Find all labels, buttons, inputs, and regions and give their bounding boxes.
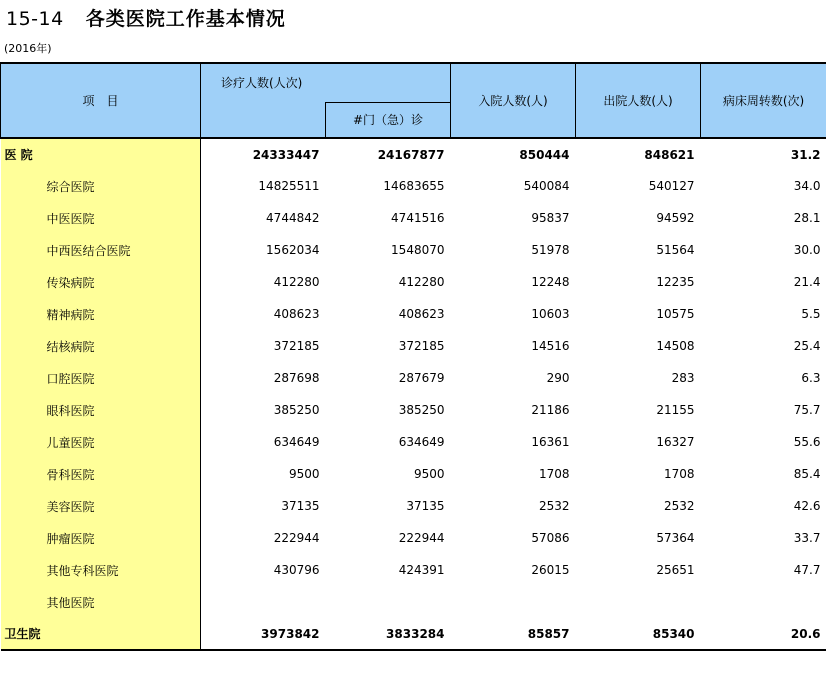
cell-emergency: 9500: [413, 467, 445, 481]
cell-bed-turnover: 21.4: [793, 275, 821, 289]
cell-bed-turnover: [701, 586, 826, 618]
table-number: 15-14: [6, 8, 64, 30]
cell-admissions: 26015: [531, 563, 570, 577]
cell-discharges: 10575: [656, 307, 695, 321]
cell-visits: 412280: [273, 275, 320, 289]
table-row: [1, 490, 826, 522]
table-row: [1, 618, 826, 650]
table-row: [1, 458, 826, 490]
cell-admissions: 85857: [451, 618, 576, 650]
cell-emergency: 424391: [398, 563, 445, 577]
cell-bed-turnover: 5.5: [801, 307, 821, 321]
cell-emergency: 3833284: [326, 618, 451, 650]
table-row: [1, 426, 826, 458]
header-visits: 诊疗人数(人次): [201, 63, 451, 102]
cell-emergency: 372185: [398, 339, 445, 353]
row-label: 其他专科医院: [1, 554, 201, 586]
cell-discharges: 283: [671, 371, 695, 385]
cell-visits: 372185: [273, 339, 320, 353]
cell-discharges: 94592: [656, 211, 695, 225]
row-label: 骨科医院: [1, 458, 201, 490]
cell-visits: 14825511: [258, 179, 320, 193]
year-note: (2016年): [4, 42, 52, 55]
hospital-work-table: [0, 62, 826, 651]
header-discharges: 出院人数(人): [576, 63, 701, 138]
row-label: 结核病院: [1, 330, 201, 362]
row-label: 中医医院: [1, 202, 201, 234]
table-row: [1, 266, 826, 298]
header-admissions: 入院人数(人): [451, 63, 576, 138]
cell-bed-turnover: 47.7: [793, 563, 821, 577]
header-item: 项 目: [1, 63, 201, 138]
table-row: [1, 234, 826, 266]
cell-emergency: 385250: [398, 403, 445, 417]
row-label: 卫生院: [1, 618, 201, 650]
table-row: [1, 522, 826, 554]
row-label: 传染病院: [1, 266, 201, 298]
cell-admissions: 14516: [531, 339, 570, 353]
table-row: [1, 138, 826, 170]
row-label: 口腔医院: [1, 362, 201, 394]
table-row: [1, 202, 826, 234]
cell-discharges: 16327: [656, 435, 695, 449]
cell-bed-turnover: 28.1: [793, 211, 821, 225]
table-row: [1, 362, 826, 394]
row-label: 眼科医院: [1, 394, 201, 426]
table-row: [1, 394, 826, 426]
row-label: 精神病院: [1, 298, 201, 330]
row-label: 肿瘤医院: [1, 522, 201, 554]
cell-bed-turnover: 30.0: [793, 243, 821, 257]
table-row: [1, 586, 826, 618]
cell-emergency: [326, 586, 451, 618]
cell-discharges: 57364: [656, 531, 695, 545]
row-label: 医 院: [1, 138, 201, 170]
cell-admissions: 290: [546, 371, 570, 385]
cell-bed-turnover: 20.6: [701, 618, 826, 650]
cell-visits: 634649: [273, 435, 320, 449]
cell-discharges: 540127: [648, 179, 695, 193]
cell-discharges: 1708: [663, 467, 695, 481]
cell-visits: 9500: [288, 467, 320, 481]
cell-visits: [201, 586, 326, 618]
cell-bed-turnover: 42.6: [793, 499, 821, 513]
page-title: [6, 4, 286, 32]
cell-admissions: 540084: [523, 179, 570, 193]
cell-emergency: 4741516: [391, 211, 445, 225]
cell-emergency: 24167877: [326, 138, 451, 170]
header-emergency: #门（急）诊: [326, 102, 451, 138]
cell-visits: 222944: [273, 531, 320, 545]
cell-emergency: 408623: [398, 307, 445, 321]
cell-emergency: 1548070: [391, 243, 445, 257]
cell-discharges: 85340: [576, 618, 701, 650]
cell-bed-turnover: 55.6: [793, 435, 821, 449]
row-label: 综合医院: [1, 170, 201, 202]
cell-admissions: 21186: [531, 403, 570, 417]
cell-admissions: 57086: [531, 531, 570, 545]
table-row: [1, 330, 826, 362]
cell-discharges: 2532: [663, 499, 695, 513]
header-bed-turnover: 病床周转数(次): [701, 63, 826, 138]
cell-visits: 385250: [273, 403, 320, 417]
row-label: 中西医结合医院: [1, 234, 201, 266]
cell-discharges: 12235: [656, 275, 695, 289]
cell-visits: 4744842: [266, 211, 320, 225]
cell-discharges: 21155: [656, 403, 695, 417]
cell-admissions: 850444: [451, 138, 576, 170]
header-visits-spacer: [201, 102, 326, 138]
table-row: [1, 298, 826, 330]
cell-admissions: 16361: [531, 435, 570, 449]
cell-visits: 1562034: [266, 243, 320, 257]
cell-visits: 37135: [281, 499, 320, 513]
cell-admissions: 95837: [531, 211, 570, 225]
row-label: 儿童医院: [1, 426, 201, 458]
cell-visits: 287698: [273, 371, 320, 385]
table-header: [1, 63, 826, 138]
cell-bed-turnover: 25.4: [793, 339, 821, 353]
cell-visits: 408623: [273, 307, 320, 321]
cell-admissions: 10603: [531, 307, 570, 321]
cell-discharges: 848621: [576, 138, 701, 170]
cell-discharges: [576, 586, 701, 618]
table-row: [1, 554, 826, 586]
cell-visits: 24333447: [201, 138, 326, 170]
cell-visits: 3973842: [201, 618, 326, 650]
cell-emergency: 412280: [398, 275, 445, 289]
cell-emergency: 287679: [398, 371, 445, 385]
cell-admissions: 2532: [538, 499, 570, 513]
cell-bed-turnover: 6.3: [801, 371, 821, 385]
cell-emergency: 14683655: [383, 179, 445, 193]
table-row: [1, 170, 826, 202]
table-title: 各类医院工作基本情况: [85, 8, 286, 30]
cell-emergency: 37135: [406, 499, 445, 513]
cell-admissions: 12248: [531, 275, 570, 289]
cell-visits: 430796: [273, 563, 320, 577]
cell-admissions: [451, 586, 576, 618]
cell-bed-turnover: 85.4: [793, 467, 821, 481]
cell-bed-turnover: 75.7: [793, 403, 821, 417]
cell-discharges: 25651: [656, 563, 695, 577]
cell-bed-turnover: 34.0: [793, 179, 821, 193]
cell-bed-turnover: 31.2: [701, 138, 826, 170]
cell-emergency: 222944: [398, 531, 445, 545]
table-body: [1, 138, 826, 650]
cell-bed-turnover: 33.7: [793, 531, 821, 545]
cell-discharges: 14508: [656, 339, 695, 353]
cell-discharges: 51564: [656, 243, 695, 257]
cell-emergency: 634649: [398, 435, 445, 449]
row-label: 其他医院: [1, 586, 201, 618]
cell-admissions: 1708: [538, 467, 570, 481]
row-label: 美容医院: [1, 490, 201, 522]
cell-admissions: 51978: [531, 243, 570, 257]
